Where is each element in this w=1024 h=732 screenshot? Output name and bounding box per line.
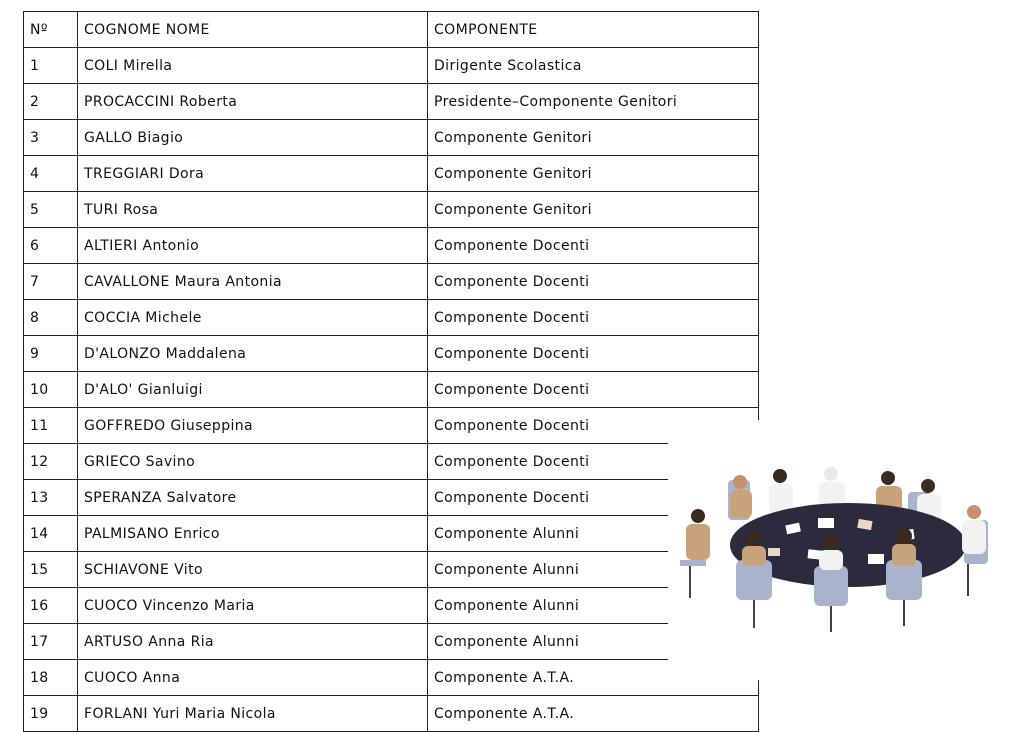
row-name: CAVALLONE Maura Antonia — [78, 264, 428, 300]
row-number: 1 — [24, 48, 78, 84]
row-role: Presidente–Componente Genitori — [428, 84, 759, 120]
person-head — [733, 475, 747, 489]
row-name: GALLO Biagio — [78, 120, 428, 156]
table-row — [24, 624, 759, 660]
row-name: SCHIAVONE Vito — [78, 552, 428, 588]
row-role: Componente Docenti — [428, 228, 759, 264]
row-role: Dirigente Scolastica — [428, 48, 759, 84]
row-number: 13 — [24, 480, 78, 516]
chair-seat — [680, 560, 706, 566]
row-role: Componente A.T.A. — [428, 660, 759, 696]
row-role: Componente Alunni — [428, 516, 759, 552]
row-name: D'ALONZO Maddalena — [78, 336, 428, 372]
person-body — [730, 490, 752, 518]
row-number: 11 — [24, 408, 78, 444]
table-row — [24, 696, 759, 732]
row-name: PALMISANO Enrico — [78, 516, 428, 552]
front-chair — [814, 566, 848, 606]
row-role: Componente Docenti — [428, 408, 759, 444]
row-name: TREGGIARI Dora — [78, 156, 428, 192]
row-number: 3 — [24, 120, 78, 156]
person-head — [824, 467, 838, 481]
header-name: COGNOME NOME — [78, 12, 428, 48]
table-row — [24, 156, 759, 192]
row-number: 7 — [24, 264, 78, 300]
row-number: 5 — [24, 192, 78, 228]
paper — [818, 518, 834, 528]
table-row — [24, 228, 759, 264]
row-number: 12 — [24, 444, 78, 480]
row-role: Componente Alunni — [428, 588, 759, 624]
row-name: CUOCO Anna — [78, 660, 428, 696]
row-name: GRIECO Savino — [78, 444, 428, 480]
paper — [868, 554, 884, 564]
table-row — [24, 300, 759, 336]
row-name: TURI Rosa — [78, 192, 428, 228]
row-name: FORLANI Yuri Maria Nicola — [78, 696, 428, 732]
row-number: 10 — [24, 372, 78, 408]
row-number: 15 — [24, 552, 78, 588]
row-role: Componente Genitori — [428, 156, 759, 192]
person-body — [819, 550, 843, 570]
row-number: 19 — [24, 696, 78, 732]
header-number: Nº — [24, 12, 78, 48]
row-number: 9 — [24, 336, 78, 372]
row-number: 2 — [24, 84, 78, 120]
person-body — [742, 546, 766, 566]
row-role: Componente Alunni — [428, 552, 759, 588]
table-row — [24, 120, 759, 156]
row-role: Componente Alunni — [428, 624, 759, 660]
table-row — [24, 408, 759, 444]
row-number: 8 — [24, 300, 78, 336]
person-head — [881, 471, 895, 485]
row-number: 4 — [24, 156, 78, 192]
members-table — [23, 11, 759, 732]
table-row — [24, 552, 759, 588]
table-row — [24, 480, 759, 516]
person-head — [746, 530, 762, 546]
row-role: Componente Genitori — [428, 120, 759, 156]
row-role: Componente Docenti — [428, 300, 759, 336]
table-row — [24, 48, 759, 84]
table-header-row — [24, 12, 759, 48]
row-name: CUOCO Vincenzo Maria — [78, 588, 428, 624]
table-row — [24, 588, 759, 624]
row-role: Componente Genitori — [428, 192, 759, 228]
table-row — [24, 84, 759, 120]
row-number: 6 — [24, 228, 78, 264]
row-name: GOFFREDO Giuseppina — [78, 408, 428, 444]
table-row — [24, 444, 759, 480]
person-head — [691, 509, 705, 523]
row-role: Componente Docenti — [428, 372, 759, 408]
table-row — [24, 192, 759, 228]
meeting-table-illustration — [668, 420, 1024, 680]
row-number: 18 — [24, 660, 78, 696]
row-name: COLI Mirella — [78, 48, 428, 84]
row-role: Componente Docenti — [428, 264, 759, 300]
person-body — [962, 520, 986, 554]
row-role: Componente Docenti — [428, 444, 759, 480]
row-name: PROCACCINI Roberta — [78, 84, 428, 120]
table-row — [24, 264, 759, 300]
person-head — [967, 505, 981, 519]
person-head — [773, 469, 787, 483]
paper — [768, 548, 780, 556]
row-number: 16 — [24, 588, 78, 624]
meeting-illustration-svg — [668, 420, 1024, 680]
person-head — [896, 528, 912, 544]
person-body — [892, 544, 916, 566]
person-head — [823, 534, 839, 550]
table-row — [24, 516, 759, 552]
row-role: Componente A.T.A. — [428, 696, 759, 732]
row-number: 14 — [24, 516, 78, 552]
table-row — [24, 372, 759, 408]
person-head — [921, 479, 935, 493]
members-table-body — [24, 12, 759, 732]
row-role: Componente Docenti — [428, 336, 759, 372]
row-name: ARTUSO Anna Ria — [78, 624, 428, 660]
header-role: COMPONENTE — [428, 12, 759, 48]
row-name: D'ALO' Gianluigi — [78, 372, 428, 408]
row-number: 17 — [24, 624, 78, 660]
row-name: ALTIERI Antonio — [78, 228, 428, 264]
row-role: Componente Docenti — [428, 480, 759, 516]
row-name: COCCIA Michele — [78, 300, 428, 336]
row-name: SPERANZA Salvatore — [78, 480, 428, 516]
person-body — [686, 524, 710, 560]
table-row — [24, 336, 759, 372]
table-row — [24, 660, 759, 696]
